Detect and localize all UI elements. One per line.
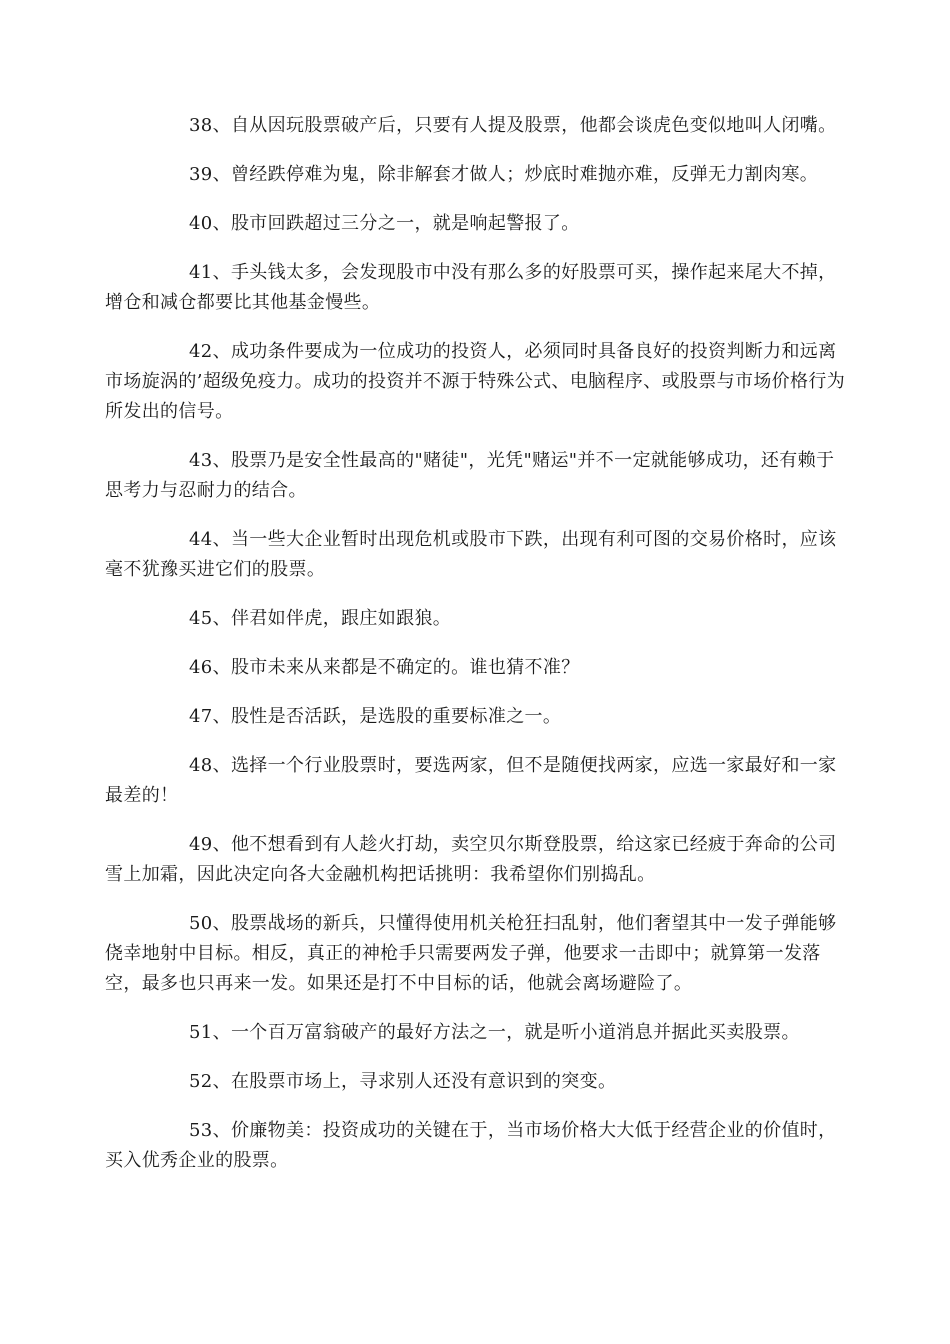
paragraph-42: 42、成功条件要成为一位成功的投资人，必须同时具备良好的投资判断力和远离市场旋涡的’超级免疫力。成功的投资并不源于特殊公式、电脑程序、或股票与市场价格行为所发出的信号。 xyxy=(105,341,846,422)
paragraph-40: 40、股市回跌超过三分之一，就是响起警报了。 xyxy=(189,213,580,234)
paragraph-51: 51、一个百万富翁破产的最好方法之一，就是听小道消息并据此买卖股票。 xyxy=(189,1022,800,1043)
paragraph-44: 44、当一些大企业暂时出现危机或股市下跌，出现有利可图的交易价格时，应该毫不犹豫买进它们的股票。 xyxy=(105,529,837,580)
paragraph-47: 47、股性是否活跃，是选股的重要标准之一。 xyxy=(189,706,562,727)
paragraph-48: 48、选择一个行业股票时，要选两家，但不是随便找两家，应选一家最好和一家最差的！ xyxy=(105,755,837,806)
paragraph-49: 49、他不想看到有人趁火打劫，卖空贝尔斯登股票，给这家已经疲于奔命的公司雪上加霜，因此决定向各大金融机构把话挑明：我希望你们别捣乱。 xyxy=(105,834,837,885)
paragraph-46: 46、股市未来从来都是不确定的。谁也猜不准？ xyxy=(189,657,580,678)
document-body xyxy=(105,111,849,1195)
paragraph-53: 53、价廉物美：投资成功的关键在于，当市场价格大大低于经营企业的价值时，买入优秀企业的股票。 xyxy=(105,1120,837,1171)
paragraph-52: 52、在股票市场上，寻求别人还没有意识到的突变。 xyxy=(189,1071,617,1092)
paragraph-45: 45、伴君如伴虎，跟庄如跟狼。 xyxy=(189,608,452,629)
paragraph-41: 41、手头钱太多，会发现股市中没有那么多的好股票可买，操作起来尾大不掉，增仓和减仓都要比其他基金慢些。 xyxy=(105,262,837,313)
paragraph-38: 38、自从因玩股票破产后，只要有人提及股票，他都会谈虎色变似地叫人闭嘴。 xyxy=(189,115,837,136)
paragraph-43: 43、股票乃是安全性最高的"赌徒"，光凭"赌运"并不一定就能够成功，还有赖于思考力与忍耐力的结合。 xyxy=(105,450,835,501)
paragraph-39: 39、曾经跌停难为鬼，除非解套才做人；炒底时难抛亦难，反弹无力割肉寒。 xyxy=(189,164,819,185)
paragraph-50: 50、股票战场的新兵，只懂得使用机关枪狂扫乱射，他们奢望其中一发子弹能够侥幸地射中目标。相反，真正的神枪手只需要两发子弹，他要求一击即中；就算第一发落空，最多也只再来一发。如果还是打不中目标的话，他就会离场避险了。 xyxy=(105,913,837,994)
